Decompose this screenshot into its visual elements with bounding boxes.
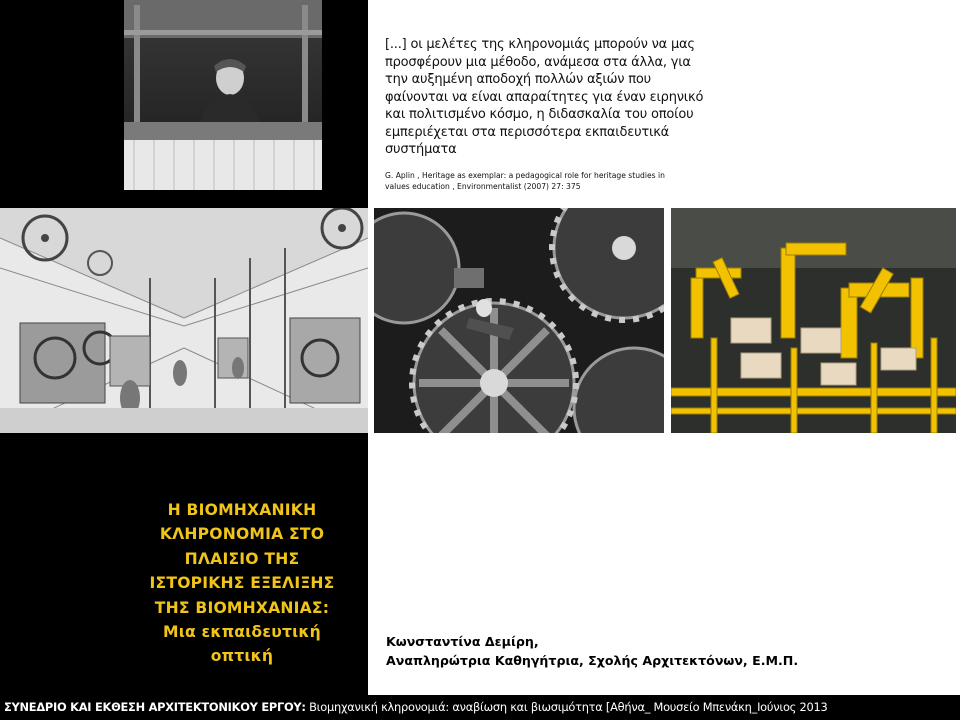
author-block xyxy=(386,632,798,670)
quote-line: εμπεριέχεται στα περισσότερα εκπαιδευτικά xyxy=(385,124,670,140)
title-line: ΠΛΑΙΣΙΟ ΤΗΣ xyxy=(184,549,300,568)
citation-line: G. Aplin , Heritage as exemplar: a pedagogical role for heritage studies in xyxy=(385,171,665,180)
quote-text xyxy=(385,36,745,159)
title-line: Μια εκπαιδευτική xyxy=(163,623,321,642)
footer-bar xyxy=(0,695,960,720)
quote-line: φαίνονται να είναι απαραίτητες για έναν ειρηνικό xyxy=(385,89,704,105)
title-line: ΚΛΗΡΟΝΟΜΙΑ ΣΤΟ xyxy=(159,525,325,544)
photo-woman-at-loom xyxy=(124,0,322,190)
engraving-cotton-mill xyxy=(0,208,368,433)
quote-line: συστήματα xyxy=(385,142,457,157)
quote-line: την αυξημένη αποδοχή πολλών αξιών που xyxy=(385,72,651,87)
title-line: ΙΣΤΟΡΙΚΗΣ ΕΞΕΛΙΞΗΣ xyxy=(149,574,335,593)
title-line: Η ΒΙΟΜΗΧΑΝΙΚΗ xyxy=(167,501,317,519)
quote-line: και πολιτισμένο κόσμο, η διδασκαλία του οποίου xyxy=(385,107,694,122)
footer-conference-label: ΣΥΝΕΔΡΙΟ ΚΑΙ ΕΚΘΕΣΗ ΑΡΧΙΤΕΚΤΟΝΙΚΟΥ ΕΡΓΟΥ: xyxy=(4,700,306,714)
quote-line: [...] οι μελέτες της κληρονομιάς μπορούν να μας xyxy=(385,37,695,52)
citation-line: values education , Environmentalist (2007) 27: 375 xyxy=(385,182,581,191)
footer-conference-text: Βιομηχανική κληρονομιά: αναβίωση και βιωσιμότητα [Αθήνα_ Μουσείο Μπενάκη_Ιούνιος 2013 xyxy=(305,700,828,714)
title-line: οπτική xyxy=(210,647,274,666)
citation xyxy=(385,170,745,192)
author-name: Κωνσταντίνα Δεμίρη, xyxy=(386,634,539,649)
quote-line: προσφέρουν μια μέθοδο, ανάμεσα στα άλλα, για xyxy=(385,54,691,70)
presentation-title xyxy=(122,498,362,669)
photo-man-in-gears xyxy=(374,208,664,433)
author-position: Αναπληρώτρια Καθηγήτρια, Σχολής Αρχιτεκτόνων, Ε.Μ.Π. xyxy=(386,653,799,668)
title-line: ΤΗΣ ΒΙΟΜΗΧΑΝΙΑΣ: xyxy=(154,598,330,617)
photo-industrial-robots xyxy=(671,208,956,433)
